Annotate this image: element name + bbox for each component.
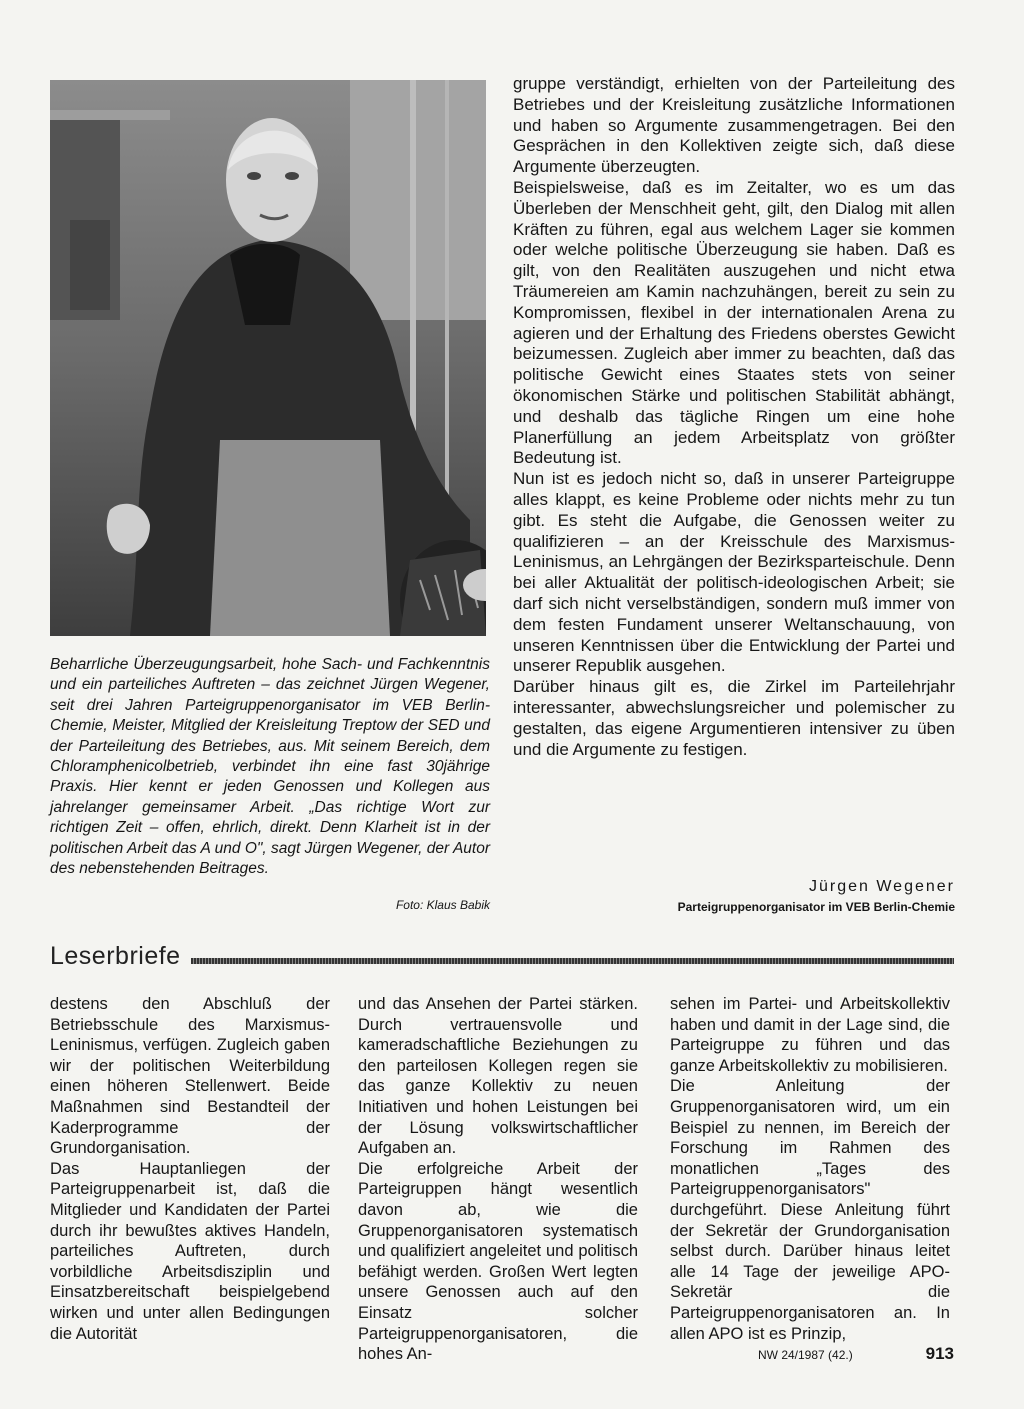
page-footer xyxy=(758,1344,954,1364)
letters-column-1 xyxy=(50,994,330,1344)
issue-number: NW 24/1987 (42.) xyxy=(758,1348,853,1362)
portrait-image xyxy=(50,80,486,636)
author-name: Jürgen Wegener xyxy=(809,878,955,895)
page-number: 913 xyxy=(925,1344,954,1363)
letters-column-3 xyxy=(670,994,950,1344)
photo-credit: Foto: Klaus Babik xyxy=(395,898,490,912)
letters-column-2 xyxy=(358,994,638,1365)
letters-paragraph: destens den Abschluß der Betriebsschule des Marxismus-Leninismus, verfügen. Zugleich gaben wir der politischen Weiterbildung einen höheren Stellenwert. Beide Maßnahmen sind Bestandteil der Kaderprogramme der Grundorganisation. xyxy=(50,995,330,1158)
author-signature xyxy=(513,876,955,916)
article-paragraph: Nun ist es jedoch nicht so, daß in unserer Parteigruppe alles klappt, es keine Probleme oder nichts mehr zu tun gibt. Es steht die Aufgabe, die Genossen weiter zu qualifizieren – an der Kreisschule des Marxismus-Leninismus, an Lehrgängen der Bezirksparteischule. Denn bei aller Aktualität der politisch-ideologischen Arbeit; sie darf sich nicht verselbständigen, sondern muß immer von dem festen Fundament unserer Weltanschauung, von unseren Kenntnissen über die Entwicklung der Partei und unserer Republik ausgehen. xyxy=(513,469,955,676)
letters-paragraph: und das Ansehen der Partei stärken. Durch vertrauensvolle und kameradschaftliche Beziehungen zu den parteilosen Kollegen regen sie das ganze Kollektiv zu neuen Initiativen und hohen Leistungen bei der Lösung volkswirtschaftlicher Aufgaben an. xyxy=(358,995,638,1158)
section-title: Leserbriefe xyxy=(50,941,181,970)
letters-paragraph: Das Hauptanliegen der Parteigruppenarbeit ist, daß die Mitglieder und Kandidaten der Partei durch ihr bewußtes aktives Handeln, parteiliches Auftreten, durch vorbildliche Arbeitsdisziplin und Einsatzbereitschaft beispielgebend wirken und unter allen Bedingungen die Autorität xyxy=(50,1159,330,1343)
letters-paragraph: sehen im Partei- und Arbeitskollektiv haben und damit in der Lage sind, die Parteigruppe zu führen und das ganze Arbeitskollektiv zu mobilisieren. xyxy=(670,995,950,1075)
article-paragraph: Darüber hinaus gilt es, die Zirkel im Parteilehrjahr interessanter, abwechslungsreicher und polemischer zu gestalten, das eigene Argumentieren intensiver zu üben und die Argumente zu festigen. xyxy=(513,677,955,759)
article-paragraph: Beispielsweise, daß es im Zeitalter, wo es um das Überleben der Menschheit geht, gilt, den Dialog mit allen Kräften zu führen, egal aus welchem Lager sie kommen oder welche politische Überzeugung sie haben. Daß es gilt, von den Realitäten auszugehen und nicht etwa Träumereien am Kamin nachzuhängen, bereit zu sein zu Kompromissen, flexibel in der internationalen Arena zu agieren und der Erhaltung des Friedens oberstes Gewicht beizumessen. Zugleich aber immer zu beachten, daß das politische Gewicht eines Staates stets von seiner ökonomischen Stärke und politischen Stabilität abhängt, und deshalb das tägliche Ringen um eine hohe Planerfüllung an jedem Arbeitsplatz von größter Bedeutung ist. xyxy=(513,177,955,468)
author-role: Parteigruppenorganisator im VEB Berlin-Chemie xyxy=(677,900,955,914)
portrait-photo xyxy=(50,80,486,636)
section-rule xyxy=(191,958,954,964)
photo-caption: Beharrliche Überzeugungsarbeit, hohe Sach- und Fachkenntnis und ein parteiliches Auftreten – das zeichnet Jürgen Wegener, seit drei Jahren Parteigruppenorganisator im VEB Berlin-Chemie, Meister, Mitglied der Kreisleitung Treptow der SED und der Parteileitung des Betriebes, aus. Mit seinem Bereich, dem Chloramphenicolbetrieb, verbindet ihn eine fast 30jährige Praxis. Hier kennt er jeden Genossen und Kollegen aus jahrelanger gemeinsamer Arbeit. „Das richtige Wort zur richtigen Zeit – offen, ehrlich, direkt. Denn Klarheit ist in der politischen Arbeit das A und O", sagt Jürgen Wegener, der Autor des nebenstehenden Beitrages. xyxy=(50,656,490,878)
letters-paragraph: Die Anleitung der Gruppenorganisatoren wird, um ein Beispiel zu nennen, im Bereich der Forschung im Rahmen des monatlichen „Tages des Parteigruppenorganisators" durchgeführt. Diese Anleitung führt der Sekretär der Grundorganisation selbst durch. Darüber hinaus leitet alle 14 Tage der jeweilige APO-Sekretär die Parteigruppenorganisatoren an. In allen APO ist es Prinzip, xyxy=(670,1077,950,1343)
article-paragraph: gruppe verständigt, erhielten von der Parteileitung des Betriebes und der Kreisleitung zusätzliche Informationen und haben so Argumente zusammengetragen. Bei den Gesprächen in den Kollektiven zeigte sich, daß diese Argumente überzeugten. xyxy=(513,74,955,177)
section-header xyxy=(50,938,954,974)
article-body xyxy=(513,74,955,760)
letters-paragraph: Die erfolgreiche Arbeit der Parteigruppen hängt wesentlich davon ab, wie die Gruppenorganisatoren systematisch und qualifiziert angeleitet und politisch befähigt werden. Großen Wert legten unsere Genossen auch auf den Einsatz solcher Parteigruppenorganisatoren, die hohes An- xyxy=(358,1159,638,1364)
